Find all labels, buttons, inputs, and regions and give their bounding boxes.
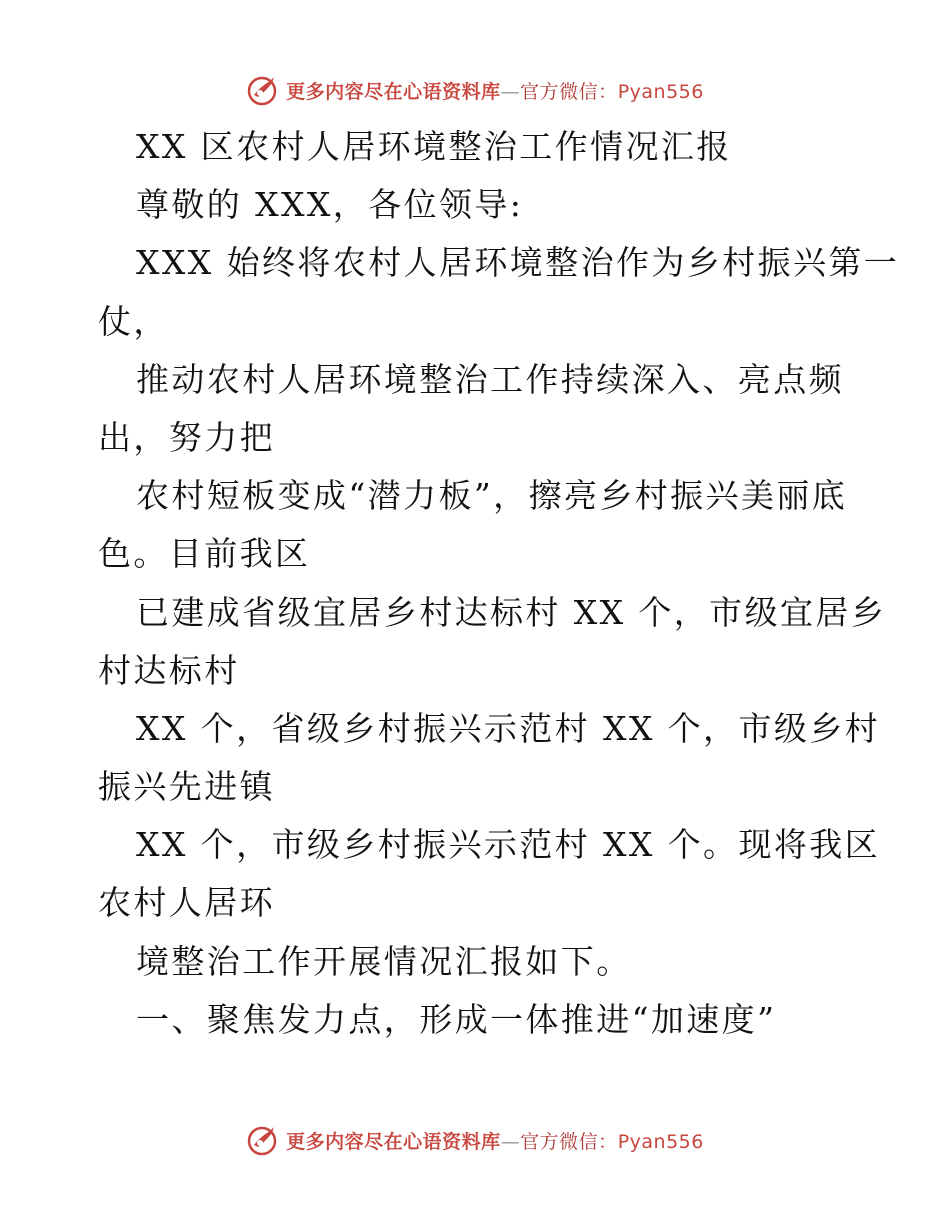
watermark-wechat-label: 官方微信：	[520, 1130, 618, 1153]
watermark-separator: —	[500, 1130, 521, 1153]
document-line: 仗，	[98, 301, 169, 341]
document-line: 推动农村人居环境整治工作持续深入、亮点频	[136, 359, 844, 399]
watermark-wechat-label: 官方微信：	[520, 80, 618, 103]
document-line: 农村短板变成“潜力板”，擦亮乡村振兴美丽底	[136, 476, 848, 516]
watermark-footer	[0, 1120, 950, 1160]
watermark-wechat-id: Pyan556	[617, 1130, 704, 1153]
document-line: 农村人居环	[98, 883, 275, 923]
watermark-site: 更多内容尽在心语资料库	[286, 80, 501, 103]
document-line: 振兴先进镇	[98, 767, 275, 807]
document-line: XX 个，市级乡村振兴示范村 XX 个。现将我区	[136, 825, 881, 865]
pen-logo-icon	[246, 1123, 280, 1157]
document-line: 一、聚焦发力点，形成一体推进“加速度”	[136, 999, 777, 1039]
document-line: 村达标村	[98, 650, 240, 690]
document-line: 境整治工作开展情况汇报如下。	[136, 941, 632, 981]
watermark-wechat-id: Pyan556	[617, 80, 704, 103]
document-line: 尊敬的 XXX，各位领导:	[136, 185, 524, 225]
pen-logo-icon	[246, 73, 280, 107]
document-line: XXX 始终将农村人居环境整治作为乡村振兴第一	[136, 243, 900, 283]
watermark-site: 更多内容尽在心语资料库	[286, 1130, 501, 1153]
document-line: XX 个，省级乡村振兴示范村 XX 个，市级乡村	[136, 708, 881, 748]
watermark-text	[286, 77, 704, 104]
document-line: 已建成省级宜居乡村达标村 XX 个，市级宜居乡	[136, 592, 887, 632]
watermark-header	[0, 70, 950, 110]
document-body	[98, 118, 900, 1049]
watermark-text	[286, 1127, 704, 1154]
document-line: XX 区农村人居环境整治工作情况汇报	[136, 127, 732, 166]
document-line: 色。目前我区	[98, 534, 311, 574]
document-line: 出，努力把	[98, 417, 275, 457]
watermark-separator: —	[500, 80, 521, 103]
